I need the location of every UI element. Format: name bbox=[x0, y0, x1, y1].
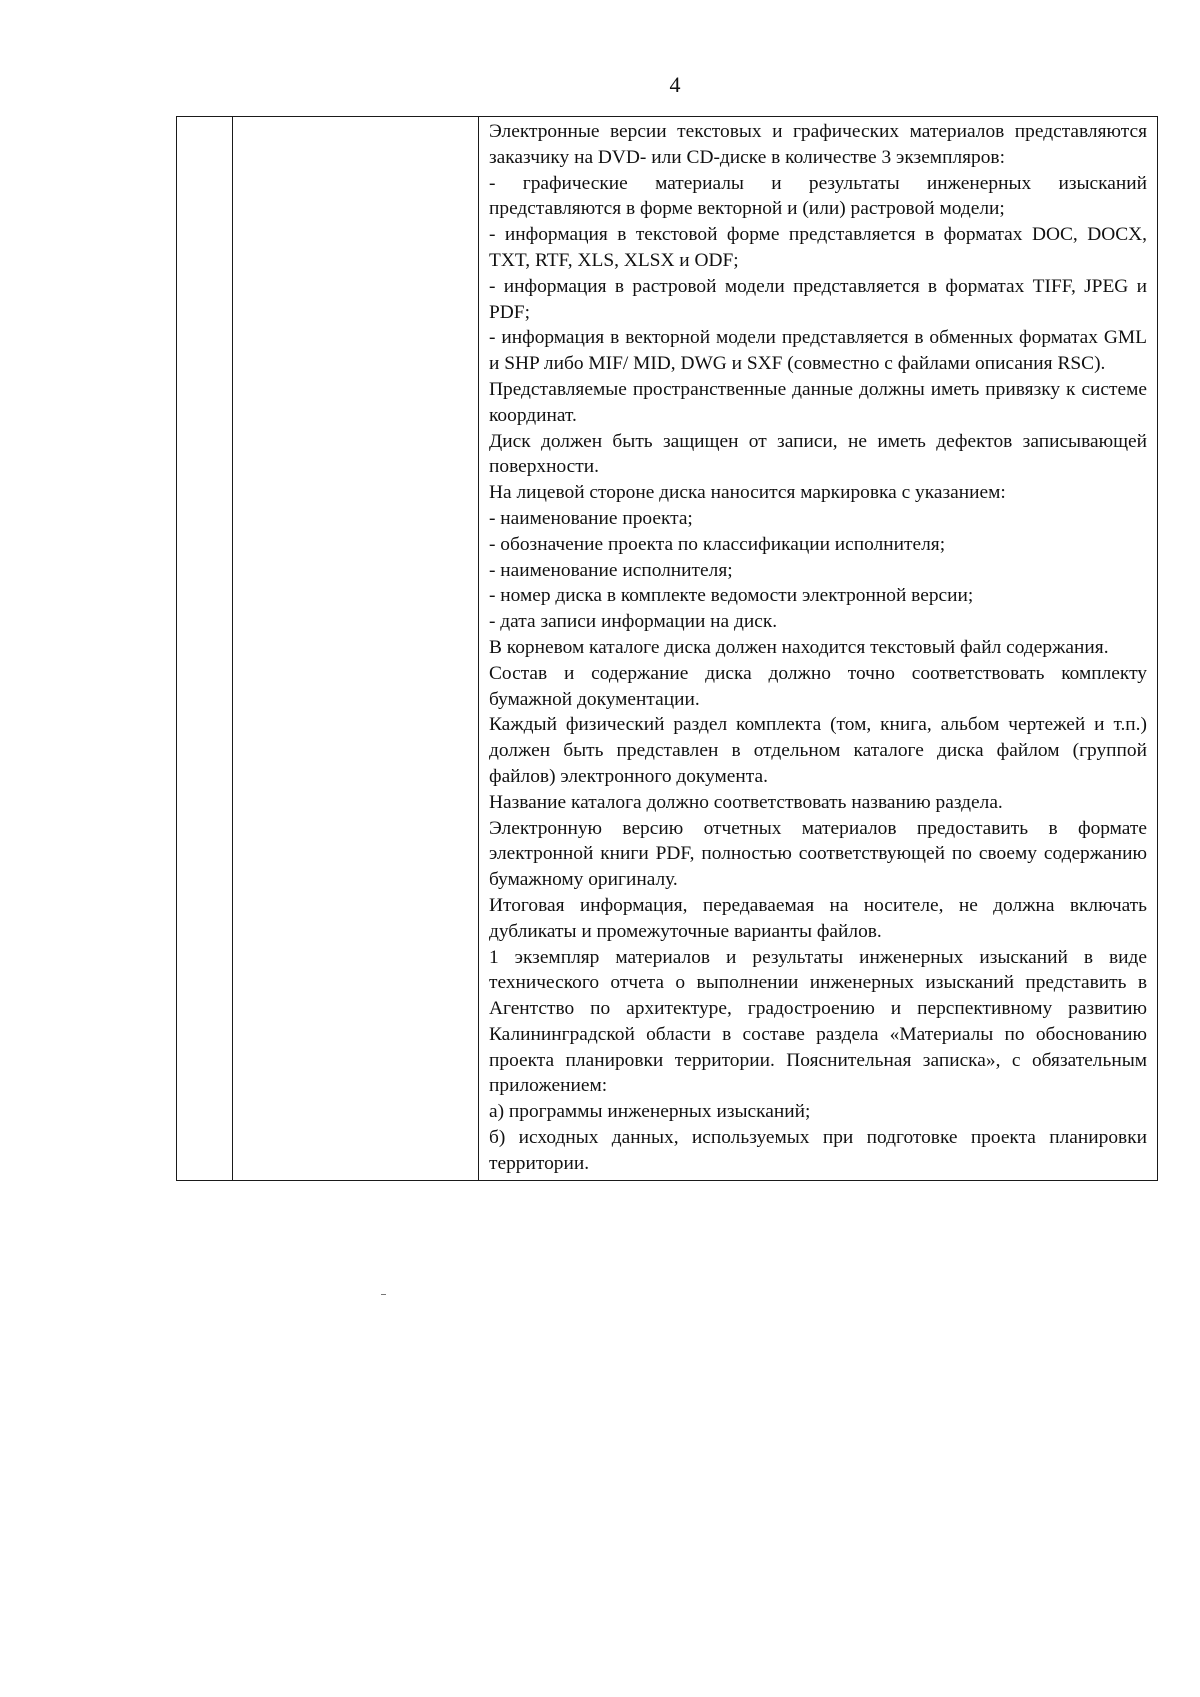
paragraph: Состав и содержание диска должно точно соответствовать комплекту бумажной документации. bbox=[489, 662, 1147, 710]
paragraph: На лицевой стороне диска наносится маркировка с указанием: bbox=[489, 482, 1006, 504]
paragraph: б) исходных данных, используемых при подготовке проекта планировки территории. bbox=[489, 1127, 1147, 1174]
paragraph: В корневом каталоге диска должен находится текстовый файл содержания. bbox=[489, 636, 1109, 658]
paragraph: 1 экземпляр материалов и результаты инженерных изысканий в виде технического отчета о выполнении инженерных изысканий представить в Агентство по архитектуре, градостроению и перспективному развитию Калининградской области в составе раздела «Материалы по обоснованию проекта планировки территории. Пояснительная записка», с обязательным приложением: bbox=[489, 946, 1147, 1097]
paragraph: - информация в растровой модели представляется в форматах TIFF, JPEG и PDF; bbox=[489, 275, 1147, 323]
paragraph: - информация в векторной модели представляется в обменных форматах GML и SHP либо MIF/ MID, DWG и SXF (совместно с файлами описания RSC). bbox=[489, 327, 1147, 375]
paragraph: - дата записи информации на диск. bbox=[489, 611, 778, 633]
paragraph: - обозначение проекта по классификации исполнителя; bbox=[489, 533, 946, 555]
paragraph: а) программы инженерных изысканий; bbox=[489, 1101, 811, 1123]
table-cell-description bbox=[479, 117, 1158, 1181]
scan-speck bbox=[381, 1294, 386, 1295]
table-cell-number bbox=[177, 117, 233, 1181]
paragraph: - номер диска в комплекте ведомости электронной версии; bbox=[489, 585, 974, 607]
paragraph: Каждый физический раздел комплекта (том, книга, альбом чертежей и т.п.) должен быть представлен в отдельном каталоге диска файлом (группой файлов) электронного документа. bbox=[489, 714, 1147, 787]
paragraph: Итоговая информация, передаваемая на носителе, не должна включать дубликаты и промежуточные варианты файлов. bbox=[489, 894, 1147, 942]
paragraph: Электронную версию отчетных материалов предоставить в формате электронной книги PDF, полностью соответствующей по своему содержанию бумажному оригиналу. bbox=[489, 817, 1147, 891]
paragraph: - наименование проекта; bbox=[489, 507, 693, 529]
description-text bbox=[479, 117, 1157, 1180]
page-number: 4 bbox=[669, 72, 681, 97]
paragraph: Диск должен быть защищен от записи, не иметь дефектов записывающей поверхности. bbox=[489, 430, 1147, 478]
requirements-table bbox=[176, 116, 1158, 1181]
paragraph: Представляемые пространственные данные должны иметь привязку к системе координат. bbox=[489, 378, 1147, 426]
table-row bbox=[177, 117, 1158, 1181]
table-cell-item bbox=[233, 117, 479, 1181]
paragraph: Электронные версии текстовых и графических материалов представляются заказчику на DVD- или CD-диске в количестве 3 экземпляров: bbox=[489, 121, 1147, 168]
paragraph: - информация в текстовой форме представляется в форматах DOC, DOCX, TXT, RTF, XLS, XLSX и ODF; bbox=[489, 224, 1147, 271]
paragraph: Название каталога должно соответствовать названию раздела. bbox=[489, 791, 1003, 813]
paragraph: - наименование исполнителя; bbox=[489, 559, 733, 581]
paragraph: - графические материалы и результаты инженерных изысканий представляются в форме векторной и (или) растровой модели; bbox=[489, 172, 1147, 220]
